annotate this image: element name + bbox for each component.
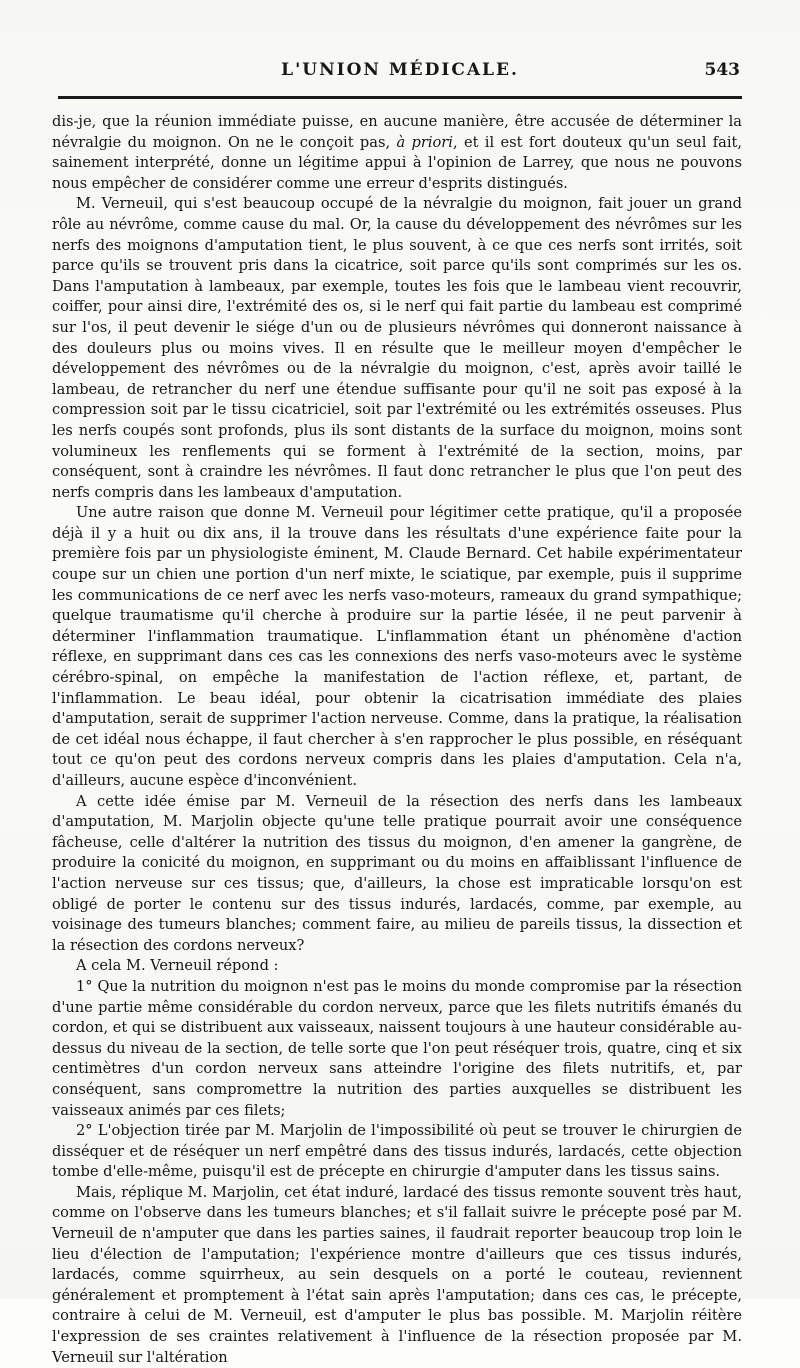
paragraph-8: Mais, réplique M. Marjolin, cet état induré, lardacé des tissus remonte souvent très haut, comme on l'observe dans les tumeurs blanches; et s'il fallait suivre le précepte posé par M. Verneuil de n'amputer que dans les parties saines, il faudrait reporter beaucoup trop loin le lieu d'élection de l'amputation; l'expérience montre d'ailleurs que ces tissus indurés, lardacés, comme squirrheux, au sein desquels on a porté le couteau, reviennent généralement et promptement à l'état sain après l'amputation; dans ces cas, le précepte, contraire à celui de M. Verneuil, est d'amputer le plus bas possible. M. Marjolin réitère l'expression de ses craintes relativement à l'influence de la résection proposée par M. Verneuil sur l'altération: [52, 1183, 742, 1366]
paragraph-6: 1° Que la nutrition du moignon n'est pas le moins du monde compromise par la résection d'une partie même considérable du cordon nerveux, parce que les filets nutritifs émanés du cordon, et qui se distribuent aux vaisseaux, naissent toujours à une hauteur considérable au-dessus du niveau de la section, de telle sorte que l'on peut réséquer trois, quatre, cinq et six centimètres d'un cordon nerveux sans atteindre l'origine des filets nutritifs, et, par conséquent, sans compromettre la nutrition des parties auxquelles se distribuent les vaisseaux animés par ces filets;: [52, 977, 742, 1119]
paragraph-4: A cette idée émise par M. Verneuil de la résection des nerfs dans les lambeaux d'amputation, M. Marjolin objecte qu'une telle pratique pourrait avoir une conséquence fâcheuse, celle d'altérer la nutrition des tissus du moignon, d'en amener la gangrène, de produire la conicité du moignon, en supprimant ou du moins en affaiblissant l'influence de l'action nerveuse sur ces tissus; que, d'ailleurs, la chose est impraticable lorsqu'on est obligé de porter le contenu sur des tissus indurés, lardacés, comme, par exemple, au voisinage des tumeurs blanches; comment faire, au milieu de pareils tissus, la dissection et la résection des cordons nerveux?: [52, 792, 742, 954]
paragraph-1-emphasis: à priori: [396, 133, 453, 151]
paragraph-2: M. Verneuil, qui s'est beaucoup occupé de la névralgie du moignon, fait jouer un grand rôle au névrôme, comme cause du mal. Or, la cause du développement des névrômes sur les nerfs des moignons d'amputation tient, le plus souvent, à ce que ces nerfs sont irrités, soit parce qu'ils se trouvent pris dans la cicatrice, soit parce qu'ils sont comprimés sur les os. Dans l'amputation à lambeaux, par exemple, toutes les fois que le lambeau vient recouvrir, coiffer, pour ainsi dire, l'extrémité des os, si le nerf qui fait partie du lambeau est comprimé sur l'os, il peut devenir le siége d'un ou de plusieurs névrômes qui donneront naissance à des douleurs plus ou moins vives. Il en résulte que le meilleur moyen d'empêcher le développement des névrômes ou de la névralgie du moignon, c'est, après avoir taillé le lambeau, de retrancher du nerf une étendue suffisante pour qu'il ne soit pas exposé à la compression soit par le tissu cicatriciel, soit par l'extrémité ou les extrémités osseuses. Plus les nerfs coupés sont profonds, plus ils sont distants de la surface du moignon, moins sont volumineux les renflements qui se forment à l'extrémité de la section, moins, par conséquent, sont à craindre les névrômes. Il faut donc retrancher le plus que l'on peut des nerfs compris dans les lambeaux d'amputation.: [52, 195, 742, 501]
paragraph-5: A cela M. Verneuil répond :: [76, 957, 279, 975]
header-rule: [58, 96, 742, 99]
page-number: 543: [704, 60, 740, 80]
paragraph-1-before: dis-je, que la réunion immédiate puisse, en aucune manière, être accusée de déterminer la névralgie du moignon. On ne le conçoit pas,: [52, 113, 742, 151]
article-body: [52, 112, 742, 1368]
paragraph-1-after: , et il est fort douteux qu'un seul fait, sainement interprété, donne un légitime appui à l'opinion de Larrey, que nous ne pouvons nous empêcher de considérer comme une erreur d'esprits distingués.: [52, 133, 742, 192]
running-title: L'UNION MÉDICALE.: [281, 60, 519, 80]
paragraph-1: [52, 112, 742, 194]
page-header: [0, 56, 800, 96]
paragraph-3: Une autre raison que donne M. Verneuil pour légitimer cette pratique, qu'il a proposée déjà il y a huit ou dix ans, il la trouve dans les résultats d'une expérience faite pour la première fois par un physiologiste éminent, M. Claude Bernard. Cet habile expérimentateur coupe sur un chien une portion d'un nerf mixte, le sciatique, par exemple, puis il supprime les communications de ce nerf avec les nerfs vaso-moteurs, rameaux du grand sympathique; quelque traumatisme qu'il cherche à produire sur la partie lésée, il ne peut parvenir à déterminer l'inflammation traumatique. L'inflammation étant un phénomène d'action réflexe, en supprimant dans ces cas les connexions des nerfs vaso-moteurs avec le système cérébro-spinal, on empêche la manifestation de l'action réflexe, et, partant, de l'inflammation. Le beau idéal, pour obtenir la cicatrisation immédiate des plaies d'amputation, serait de supprimer l'action nerveuse. Comme, dans la pratique, la réalisation de cet idéal nous échappe, il faut chercher à s'en rapprocher le plus possible, en réséquant tout ce qu'on peut des cordons nerveux compris dans les plaies d'amputation. Cela n'a, d'ailleurs, aucune espèce d'inconvénient.: [52, 504, 742, 789]
paragraph-7: 2° L'objection tirée par M. Marjolin de l'impossibilité où peut se trouver le chirurgien de disséquer et de réséquer un nerf empêtré dans des tissus indurés, lardacés, cette objection tombe d'elle-même, puisqu'il est de précepte en chirurgie d'amputer dans les tissus sains.: [52, 1122, 742, 1181]
